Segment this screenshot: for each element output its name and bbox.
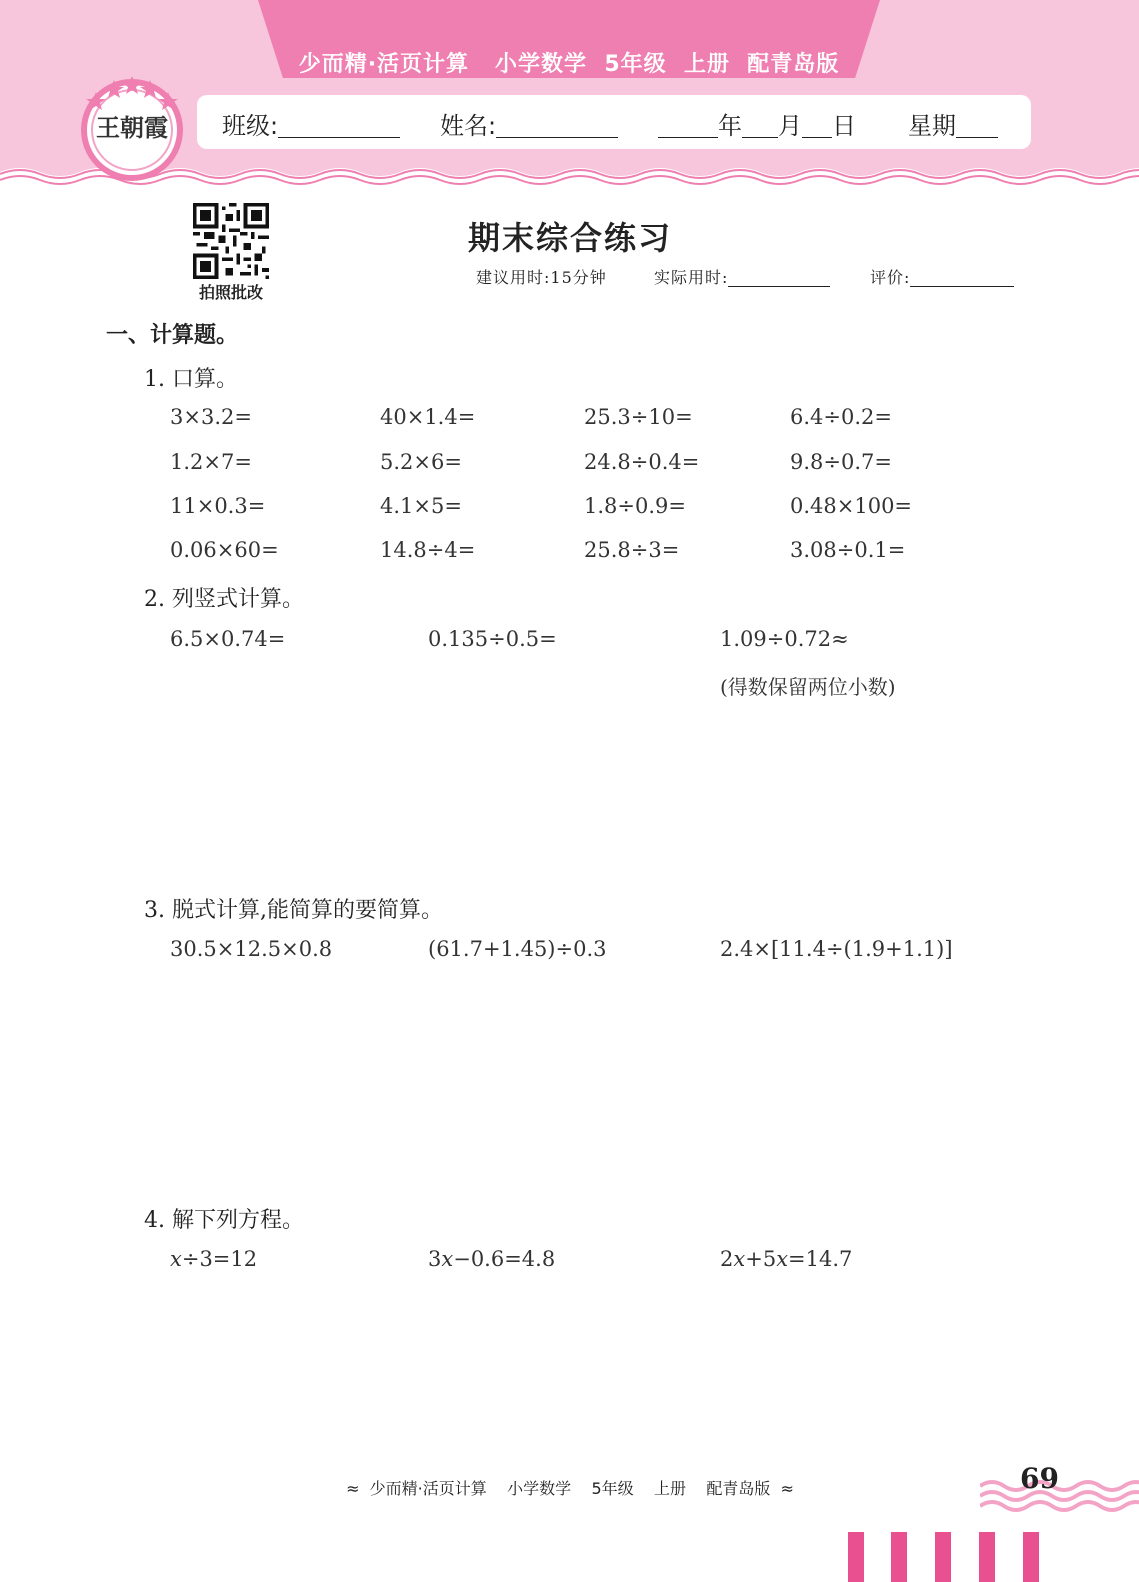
oral-calc-item[interactable]: 25.8÷3= [584,538,680,562]
name-blank[interactable] [496,111,618,138]
page-number: 69 [1020,1462,1059,1495]
oral-calc-item[interactable]: 14.8÷4= [380,538,476,562]
qr-label: 拍照批改 [198,283,263,302]
month-blank[interactable] [742,111,778,138]
actual-time-blank[interactable] [728,266,830,287]
section-heading: 一、计算题。 [106,323,239,348]
oral-calc-item[interactable]: 4.1×5= [380,494,462,518]
oral-calc-item[interactable]: 5.2×6= [380,450,462,474]
equation-rest: =14.7 [788,1247,853,1271]
date-field[interactable] [658,106,856,141]
oral-calc-item[interactable]: 40×1.4= [380,405,476,429]
weekday-field[interactable] [908,106,998,141]
oral-calc-item[interactable]: 1.2×7= [170,450,252,474]
page-number-wave [980,1472,1139,1516]
brand-logo [78,70,186,182]
q3-title: 3. 脱式计算,能简算的要简算。 [144,898,443,923]
class-field[interactable] [222,106,400,141]
rating-blank[interactable] [910,266,1014,287]
equation-mid: +5 [745,1247,777,1271]
qr-code[interactable] [193,203,269,279]
vertical-calc-item[interactable]: 1.09÷0.72≈ [720,627,849,651]
actual-time-label: 实际用时: [654,268,729,287]
equation-rest: ÷3=12 [181,1247,258,1271]
class-label: 班级: [222,112,279,140]
oral-calc-item[interactable]: 25.3÷10= [584,405,693,429]
weekday-label: 星期 [908,112,956,140]
stepwise-calc-item[interactable]: 2.4×[11.4÷(1.9+1.1)] [720,937,953,961]
weekday-blank[interactable] [956,111,998,138]
page-title: 期末综合练习 [467,219,672,257]
rating-field[interactable] [870,265,1014,288]
equation-item[interactable] [170,1247,257,1271]
decorative-bar [1023,1532,1039,1582]
rating-label: 评价: [870,268,911,287]
actual-time-field[interactable] [654,265,830,288]
variable-x: x [441,1247,454,1271]
footer-series-text: ≈ 少而精·活页计算 小学数学 5年级 上册 配青岛版 ≈ [346,1479,794,1498]
svg-text:王朝霞: 王朝霞 [96,113,168,142]
q1-title: 1. 口算。 [144,367,238,392]
oral-calc-item[interactable]: 1.8÷0.9= [584,494,686,518]
equation-coef: 3 [428,1247,442,1271]
variable-x: x [776,1247,789,1271]
equation-coef: 2 [720,1247,734,1271]
oral-calc-item[interactable]: 3.08÷0.1= [790,538,906,562]
day-label: 日 [832,112,856,140]
decorative-bar [891,1532,907,1582]
vertical-calc-item[interactable]: 6.5×0.74= [170,627,286,651]
variable-x: x [170,1247,182,1271]
class-blank[interactable] [278,111,400,138]
decorative-bar [848,1532,864,1582]
oral-calc-item[interactable]: 24.8÷0.4= [584,450,700,474]
name-label: 姓名: [440,112,497,140]
decorative-bar [979,1532,995,1582]
series-title: 少而精·活页计算 小学数学 5年级 上册 配青岛版 [298,52,840,77]
suggested-time: 建议用时:15分钟 [476,268,607,287]
name-field[interactable] [440,106,618,141]
oral-calc-item[interactable]: 3×3.2= [170,405,252,429]
variable-x: x [733,1247,746,1271]
oral-calc-item[interactable]: 0.06×60= [170,538,279,562]
year-label: 年 [718,112,742,140]
stepwise-calc-item[interactable]: (61.7+1.45)÷0.3 [428,937,607,961]
equation-item[interactable] [428,1247,555,1271]
stepwise-calc-item[interactable]: 30.5×12.5×0.8 [170,937,333,961]
decorative-bar [935,1532,951,1582]
vertical-calc-item[interactable]: 0.135÷0.5= [428,627,557,651]
oral-calc-item[interactable]: 0.48×100= [790,494,913,518]
rounding-note: (得数保留两位小数) [720,675,896,699]
equation-rest: −0.6=4.8 [453,1247,556,1271]
equation-item[interactable] [720,1247,852,1271]
oral-calc-item[interactable]: 11×0.3= [170,494,266,518]
day-blank[interactable] [802,111,832,138]
q2-title: 2. 列竖式计算。 [144,587,304,612]
month-label: 月 [778,112,802,140]
oral-calc-item[interactable]: 9.8÷0.7= [790,450,892,474]
q4-title: 4. 解下列方程。 [144,1208,304,1233]
oral-calc-item[interactable]: 6.4÷0.2= [790,405,892,429]
year-blank[interactable] [658,111,718,138]
